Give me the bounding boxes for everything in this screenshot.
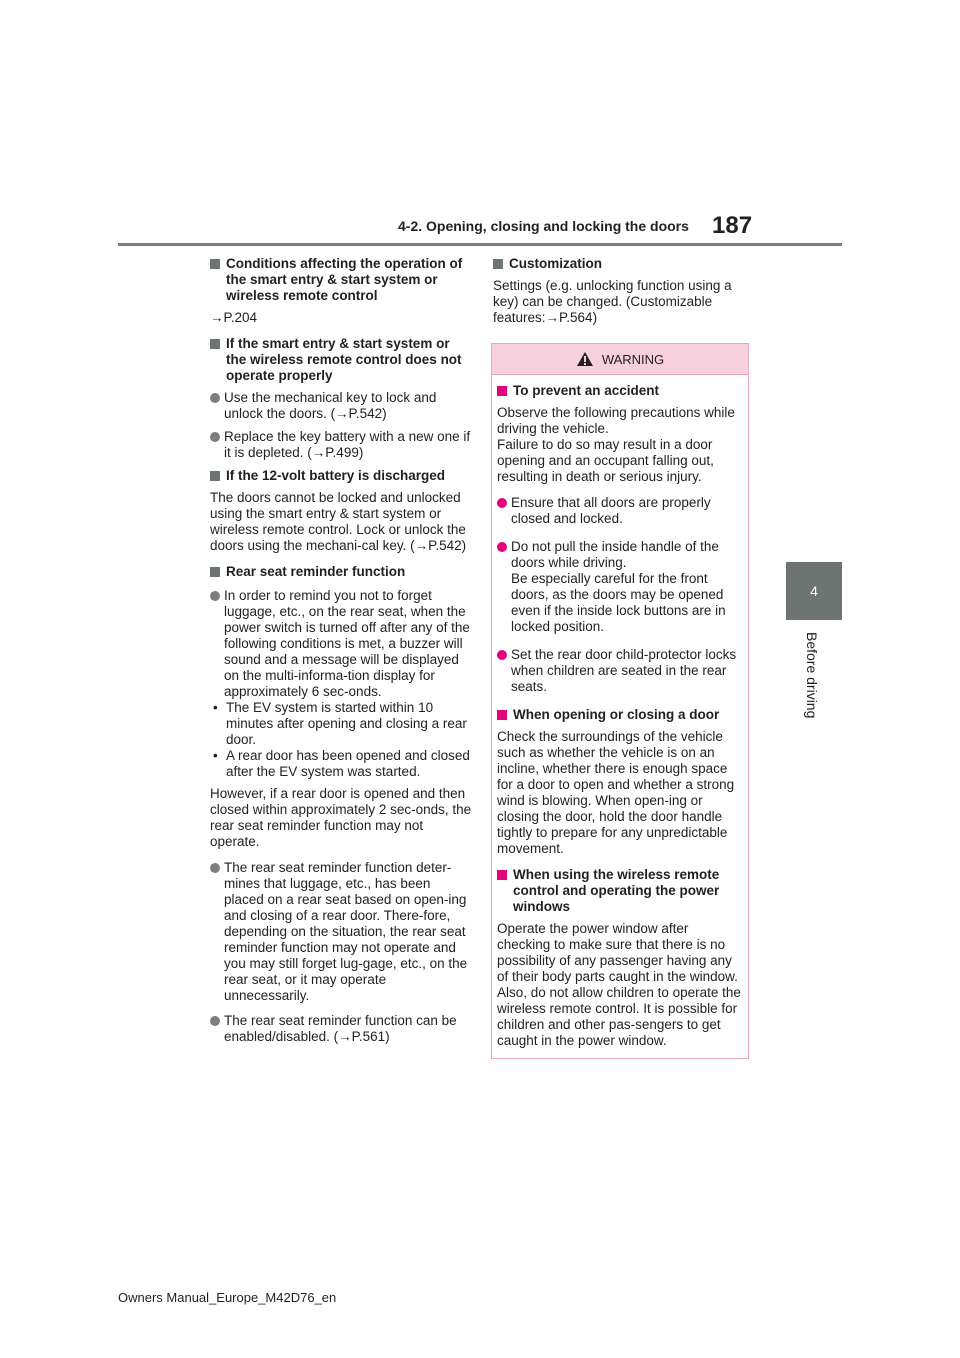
sub-bullet-door-opened: • A rear door has been opened and closed after the EV system was started. (210, 748, 472, 780)
paragraph-customization: Settings (e.g. unlocking function using a key) can be changed. (Customizable features:→P.564) (493, 278, 732, 325)
warning-triangle-icon (576, 351, 594, 367)
chapter-tab (786, 562, 842, 620)
heading-conditions: Conditions affecting the operation of the smart entry & start system or wireless remote control (210, 256, 472, 304)
warning-paragraph-power-window: Operate the power window after checking to make sure that there is no possibility of any passenger having any of their body parts caught in the window. Also, do not allow children to operate the wireless remote control. It is possible for children and other pas-sengers to get caught in the power window. (497, 921, 741, 1048)
bullet-reminder-determines: The rear seat reminder function deter-mines that luggage, etc., has been placed on a rear seat based on open-ing and closing of a rear door. There-fore, depending on the situation, the rear seat reminder function may not operate and you may still forget lug-gage, etc., on the rear seat, or it may operate unnecessarily. (210, 860, 472, 1004)
warning-header (492, 344, 748, 375)
left-column (210, 256, 472, 1052)
bullet-mechanical-key: Use the mechanical key to lock and unlock the doors. (→P.542) (210, 390, 472, 422)
heading-battery-discharged: If the 12-volt battery is discharged (210, 468, 472, 484)
bullet-reminder-enable: The rear seat reminder function can be enabled/disabled. (→P.561) (210, 1013, 472, 1045)
warning-paragraph-observe: Observe the following precautions while driving the vehicle. (497, 405, 735, 436)
warning-paragraph-surroundings: Check the surroundings of the vehicle such as whether the vehicle is on an incline, whether there is enough space for a door to open and whether a strong wind is blowing. When open-ing or closing the door, hold the door handle tightly to prepare for any unpredictable movement. (497, 729, 735, 856)
bullet-reminder-intro: In order to remind you not to forget luggage, etc., on the rear seat, when the power switch is turned off after any of the following conditions is met, a buzzer will sound and a message will be displayed on the multi-informa-tion display for approximately 6 sec-onds. (210, 588, 472, 700)
warning-bullet-inside-handle (497, 539, 744, 635)
right-column (493, 256, 751, 332)
warning-heading-opening-door: When opening or closing a door (497, 707, 744, 723)
chapter-label: Before driving (804, 632, 820, 719)
section-title: 4-2. Opening, closing and locking the doors (398, 218, 689, 234)
page-reference: →P.204 (210, 310, 258, 325)
heading-customization: Customization (493, 256, 751, 272)
header-rule (118, 243, 842, 246)
warning-heading-accident: To prevent an accident (497, 383, 744, 399)
paragraph-battery-discharged: The doors cannot be locked and unlocked using the smart entry & start system or wireless remote control. Lock or unlock the doors using the mechani-cal key. (→P.542) (210, 490, 467, 553)
heading-not-operate: If the smart entry & start system or the wireless remote control does not operate properly (210, 336, 472, 384)
bullet-replace-battery: Replace the key battery with a new one if it is depleted. (→P.499) (210, 429, 472, 461)
paragraph-however: However, if a rear door is opened and then closed within approximately 2 sec-onds, the rear seat reminder function may not operate. (210, 786, 472, 849)
warning-paragraph-failure: Failure to do so may result in a door opening and an occupant falling out, resulting in death or serious injury. (497, 437, 714, 484)
warning-bullet-front-doors-text: Be especially careful for the front doors, as the doors may be opened even if the inside lock buttons are in locked position. (511, 571, 726, 634)
chapter-number: 4 (810, 583, 818, 599)
sub-bullet-ev-started: • The EV system is started within 10 minutes after opening and closing a rear door. (210, 700, 472, 748)
warning-bullet-child-locks: Set the rear door child-protector locks when children are seated in the rear seats. (497, 647, 744, 695)
warning-title: WARNING (601, 351, 665, 367)
page-number: 187 (712, 212, 753, 239)
warning-body (492, 375, 748, 1049)
footer-text: Owners Manual_Europe_M42D76_en (118, 1290, 337, 1305)
warning-bullet-inside-handle-text: Do not pull the inside handle of the doors while driving. (511, 539, 719, 570)
warning-heading-power-windows: When using the wireless remote control and operating the power windows (497, 867, 744, 915)
warning-box (491, 343, 749, 1059)
heading-rear-seat-reminder: Rear seat reminder function (210, 564, 472, 580)
warning-bullet-doors-closed: Ensure that all doors are properly closed and locked. (497, 495, 744, 527)
